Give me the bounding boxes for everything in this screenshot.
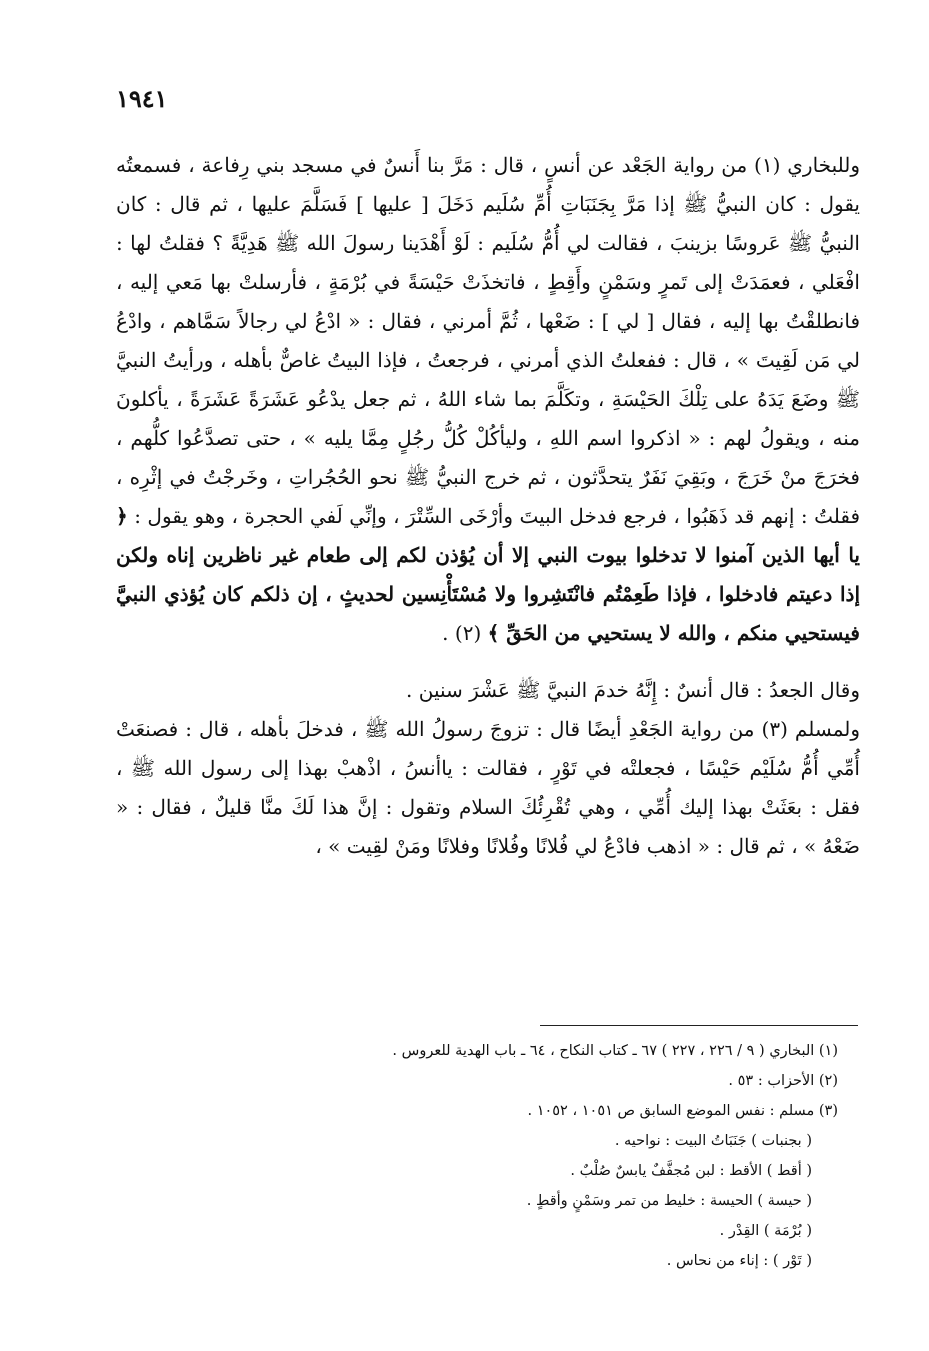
main-text xyxy=(116,146,860,866)
paragraph-muslim-narration: ولمسلم (٣) من رواية الجَعْدِ أيضًا قال : تزوجَ رسولُ الله ﷺ ، فدخلَ بأهله ، قال : فصنعَتْ أُمِّي أُمُّ سُلَيْم حَيْسًا ، فجعلتْه في تَوْرٍ ، فقالت : ياأنسُ ، اذْهبْ بهذا إلى رسول الله ﷺ ، فقل : بعَثَتْ بهذا إليك أُمِّي ، وهي تُقْرِئُكَ السلام وتقول : إنَّ هذا لَكَ منَّا قليلٌ ، فقال : « ضَعْهُ » ، ثم قال : « اذهب فادْعُ لي فُلانًا وفُلانًا وفلانًا ومَنْ لقِيت » ، xyxy=(116,717,861,858)
glossary-item: ( تَوْر ) : إناء من نحاس . xyxy=(666,1253,812,1269)
footnote-2: (٢) الأحزاب : ٥٣ . xyxy=(728,1073,838,1089)
footnotes xyxy=(116,1036,838,1276)
footnote-1: (١) البخاري ( ٩ / ٢٢٦ ، ٢٢٧ ) ٦٧ ـ كتاب النكاح ، ٦٤ ـ باب الهدية للعروس . xyxy=(392,1043,838,1059)
narration-text: وللبخاري (١) من رواية الجَعْد عن أنسٍ ، قال : مَرَّ بنا أَنسٌ في مسجد بني رِفاعة ، فسمعتُه يقول : كان النبيُّ ﷺ إذا مَرَّ بِجَنَبَاتِ أُمِّ سُلَيم دَخَلَ [ عليها ] فَسَلَّمَ عليها ، ثم قال : كان النبيُّ ﷺ عَروسًا بزينبَ ، فقالت لي أُمُّ سُلَيم : لَوْ أَهْدَينا رسولَ الله ﷺ هَدِيَّةً ؟ فقلتُ لها : افْعَلي ، فعمَدَتْ إلى تَمرٍ وسَمْنٍ وأَقِطٍ ، فاتخذَتْ حَيْسَةً في بُرْمَةٍ ، فأرسلتْ بها مَعي إليه ، فانطلقْتُ بها إليه ، فقال [ لي ] : ضَعْها ، ثُمَّ أمرني ، فقال : « ادْعُ لي رجالاً سَمَّاهم ، وادْعُ لي مَن لَقِيتَ » ، قال : ففعلتُ الذي أمرني ، فرجعتُ ، فإذا البيتُ غاصٌّ بأهله ، ورأيتُ النبيَّ ﷺ وضَعَ يَدَهُ على تِلْكَ الحَيْسَةِ ، وتكَلَّمَ بما شاء اللهُ ، ثم جعل يدْعُو عَشَرَةً عَشَرَةً ، يأكلونَ منه ، ويقولُ لهم : « اذكروا اسم اللهِ ، وليأكُلْ كُلُّ رجُلٍ مِمَّا يليه » ، حتى تصدَّعُوا كلُّهم ، فخرَجَ منْ خَرَجَ ، وبَقِيَ نَفَرٌ يتحدَّثون ، ثم خرج النبيُّ ﷺ نحو الحُجُراتِ ، وخَرجْتُ في إثْرِه ، فقلتُ : إنهم قد ذَهَبُوا ، فرجع فدخل البيتَ وأرْخَى السِّتْرَ ، وإنِّي لَفي الحجرة ، وهو يقول : xyxy=(116,153,861,528)
paragraph-bukhari-narration xyxy=(116,146,860,653)
quran-verse: ﴿ يا أيها الذين آمنوا لا تدخلوا بيوت النبي إلا أن يُؤذن لكم إلى طعام غير ناظرين إناه ولكن إذا دعيتم فادخلوا ، فإذا طَعِمْتُم فانْتَشِروا ولا مُسْتَأْنِسين لحديثٍ ، إن ذلكم كان يُؤذي النبيَّ فيستحيي منكم ، والله لا يستحيي من الحَقِّ ﴾ xyxy=(116,504,860,645)
glossary-item: ( بُرْمَة ) القِدْر . xyxy=(719,1223,812,1239)
verse-reference: (٢) . xyxy=(442,621,482,645)
glossary-item: ( بجنبات ) جَنَبَاتُ البيت : نواحيه . xyxy=(614,1133,812,1149)
footnote-divider xyxy=(540,1025,858,1026)
footnote-3: (٣) مسلم : نفس الموضع السابق ص ١٠٥١ ، ١٠٥٢ . xyxy=(527,1103,838,1119)
paragraph-jaad-statement: وقال الجعدُ : قال أنسٌ : إِنَّهُ خدمَ النبيَّ ﷺ عَشْرَ سنين . xyxy=(406,678,860,702)
page-number: ١٩٤١ xyxy=(116,84,168,113)
glossary-item: ( حيسة ) الحيسة : خليط من تمر وسَمْنٍ وأقطٍ . xyxy=(526,1193,812,1209)
glossary-item: ( أقط ) الأقط : لبن مُجفَّفٌ يابسٌ صُلْبٌ . xyxy=(570,1163,812,1179)
